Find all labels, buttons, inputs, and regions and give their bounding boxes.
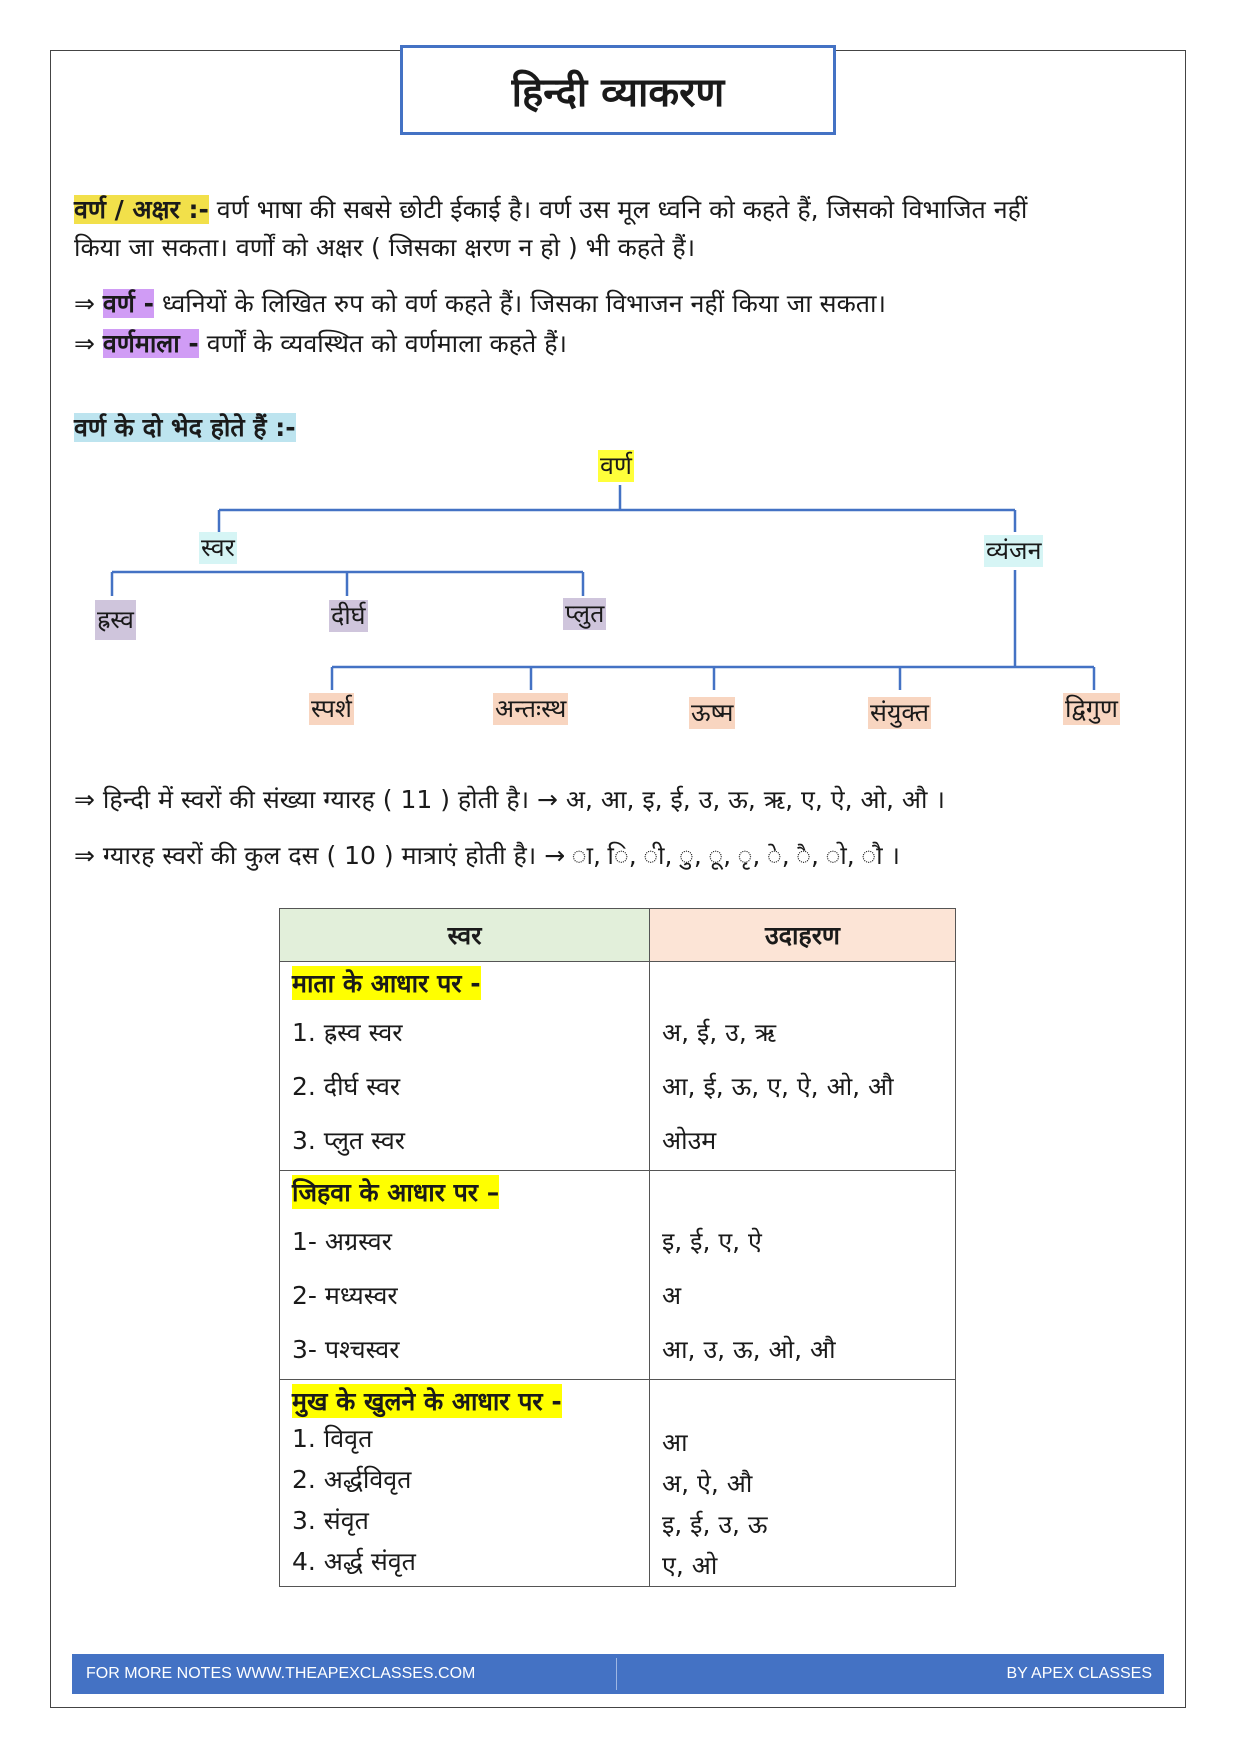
table-header-row [280, 909, 956, 962]
intro-line-1 [74, 190, 1027, 230]
tree-node-antasth: अन्तःस्थ [495, 694, 567, 723]
table-header-udaharan: उदाहरण [650, 909, 956, 962]
table-cell-right [650, 1171, 956, 1380]
point-text: ध्वनियों के लिखित रुप को वर्ण कहते हैं। जिसका विभाजन नहीं किया जा सकता। [153, 289, 886, 318]
table-section-jihva [280, 1171, 956, 1380]
table-header-swar: स्वर [280, 909, 650, 962]
footer-notes-link[interactable]: FOR MORE NOTES WWW.THEAPEXCLASSES.COM [86, 1665, 476, 1682]
fact-swar-count: ⇒ हिन्दी में स्वरों की संख्या ग्यारह ( 11 ) होती है। → अ, आ, इ, ई, उ, ऊ, ऋ, ए, ऐ, ओ, औ । [74, 785, 945, 814]
tree-node-sanyukt: संयुक्त [870, 698, 930, 727]
table-row-example: आ, उ, ऊ, ओ, औ [662, 1335, 836, 1364]
table-row-example: ए, ओ [662, 1551, 718, 1580]
tree-node-sparsh: स्पर्श [311, 694, 352, 723]
table-cell-left [280, 962, 650, 1171]
table-row-example: आ [662, 1428, 688, 1457]
fact-matra-count: ⇒ ग्यारह स्वरों की कुल दस ( 10 ) मात्राएं होती है। → ा, ि, ी, ु, ू, ृ, े, ै, ो, ौ । [74, 841, 900, 870]
intro-text-1: वर्ण भाषा की सबसे छोटी ईकाई है। वर्ण उस मूल ध्वनि को कहते हैं, जिसको विभाजित नहीं [208, 195, 1028, 224]
page-title [400, 45, 836, 135]
tree-node-dirgh: दीर्घ [331, 601, 366, 630]
table-row-label: 3. प्लुत स्वर [292, 1126, 405, 1155]
tree-node-swar: स्वर [201, 533, 235, 562]
table-row-label: 1- अग्रस्वर [292, 1227, 392, 1256]
types-heading-text: वर्ण के दो भेद होते हैं :- [74, 413, 296, 442]
table-row-example: अ [662, 1281, 682, 1310]
section-title: जिहवा के आधार पर – [292, 1175, 499, 1209]
tree-root-varn: वर्ण [600, 451, 632, 480]
footer-divider [616, 1658, 617, 1690]
table-row-label: 3- पश्चस्वर [292, 1335, 400, 1364]
tree-node-ushm: ऊष्म [691, 698, 734, 727]
point-term: वर्णमाला - [102, 329, 199, 358]
swar-classification-table [279, 908, 956, 1587]
point-text: वर्णों के व्यवस्थित को वर्णमाला कहते हैं। [198, 329, 567, 358]
table-cell-right [650, 962, 956, 1171]
table-row-label: 3. संवृत [292, 1506, 369, 1535]
point-term: वर्ण - [102, 289, 154, 318]
section-title: माता के आधार पर - [292, 966, 481, 1000]
intro-line-2 [74, 228, 695, 268]
point-varn [74, 284, 886, 324]
table-row-example: अ, ई, उ, ऋ [662, 1018, 777, 1047]
point-arrow: ⇒ [74, 289, 103, 318]
table-section-mata [280, 962, 956, 1171]
table-row-label: 4. अर्द्ध संवृत [292, 1547, 416, 1576]
table-row-label: 2. दीर्घ स्वर [292, 1072, 401, 1101]
point-arrow: ⇒ [74, 329, 103, 358]
table-cell-left [280, 1380, 650, 1587]
table-row-example: अ, ऐ, औ [662, 1469, 753, 1498]
table-row-example: ओउम [662, 1126, 717, 1155]
table-section-mukh [280, 1380, 956, 1587]
tree-node-plut: प्लुत [565, 599, 605, 628]
table-row-label: 1. ह्रस्व स्वर [292, 1018, 403, 1047]
section-title: मुख के खुलने के आधार पर - [292, 1384, 562, 1418]
intro-text-2: किया जा सकता। वर्णों को अक्षर ( जिसका क्षरण न हो ) भी कहते हैं। [74, 233, 696, 262]
table-row-example: इ, ई, ए, ऐ [662, 1227, 762, 1256]
page-title-text: हिन्दी व्याकरण [511, 69, 725, 116]
table-row-label: 2- मध्यस्वर [292, 1281, 398, 1310]
table-cell-left [280, 1171, 650, 1380]
footer-bar [72, 1654, 1164, 1694]
intro-term: वर्ण / अक्षर :- [74, 195, 209, 224]
tree-node-vyanjan: व्यंजन [986, 536, 1042, 565]
table-row-example: आ, ई, ऊ, ए, ऐ, ओ, औ [662, 1072, 894, 1101]
tree-node-dvigun: द्विगुण [1065, 694, 1119, 723]
table-row-example: इ, ई, उ, ऊ [662, 1510, 768, 1539]
table-cell-right [650, 1380, 956, 1587]
table-row-label: 1. विवृत [292, 1424, 373, 1453]
tree-node-hrasva: ह्रस्व [95, 600, 136, 640]
table-row-label: 2. अर्द्धविवृत [292, 1465, 412, 1494]
point-varnmala [74, 324, 567, 364]
types-heading [74, 408, 296, 448]
footer-credit: BY APEX CLASSES [1006, 1665, 1152, 1682]
